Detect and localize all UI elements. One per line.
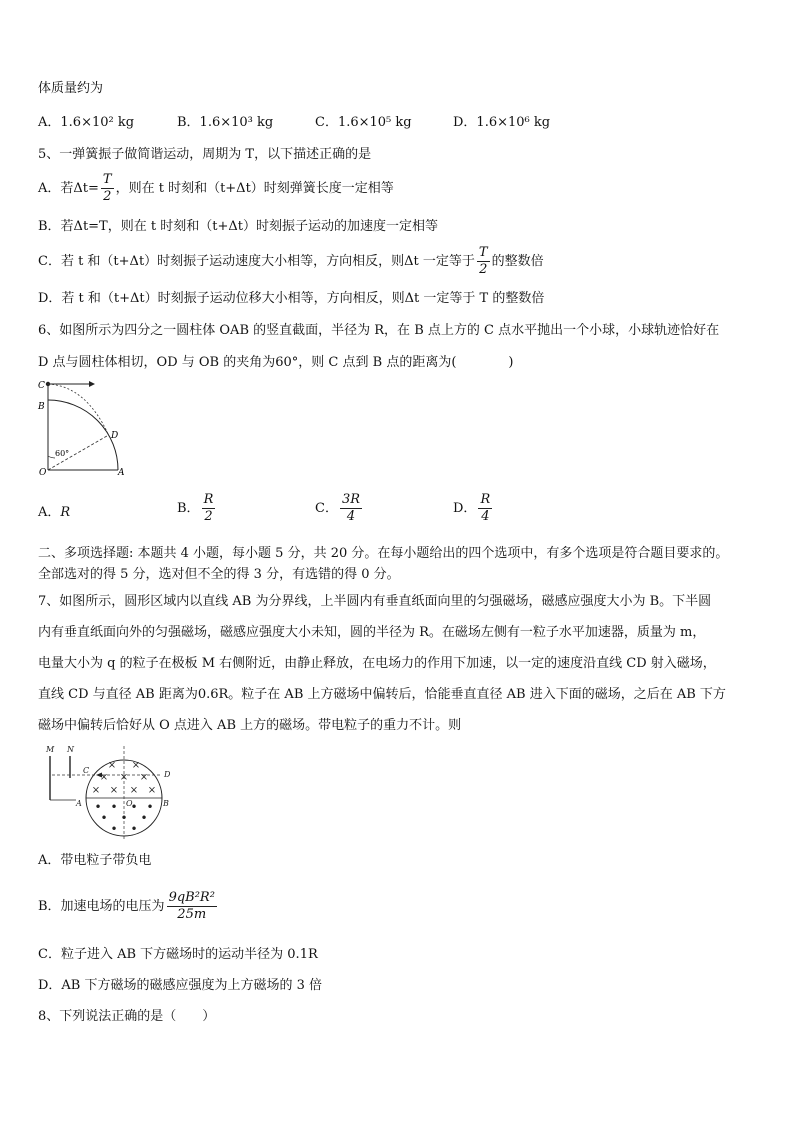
- option-label: B．: [177, 501, 200, 516]
- q7-stem-line1: 7、如图所示，圆形区域内以直线 AB 为分界线，上半圆内有垂直纸面向里的匀强磁场，磁感应强度大小为 B。下半圆: [38, 594, 712, 609]
- cross-mark: ×: [119, 772, 129, 783]
- quarter-arc: [48, 400, 118, 470]
- q6-option-b: [177, 492, 217, 525]
- section2-instructions-line2: 全部选对的得 5 分，选对但不全的得 3 分，有选错的得 0 分。: [38, 567, 400, 582]
- q7-stem-line3: 电量大小为 q 的粒子在极板 M 右侧附近，由静止释放，在电场力的作用下加速，以一定的速度沿直线 CD 射入磁场，: [38, 656, 716, 671]
- fraction-denominator: 4: [481, 509, 490, 524]
- dot-mark: •: [146, 800, 154, 814]
- q6-stem-line2: D 点与圆柱体相切，OD 与 OB 的夹角为60°，则 C 点到 B 点的距离为( ): [38, 355, 514, 370]
- dot-mark: •: [140, 811, 148, 825]
- dot-mark: •: [130, 822, 138, 836]
- cross-mark: ×: [91, 785, 101, 796]
- q7-stem-line5: 磁场中偏转后恰好从 O 点进入 AB 上方的磁场。带电粒子的重力不计。则: [38, 718, 462, 733]
- cross-mark: ×: [147, 785, 157, 796]
- fraction-numerator: T: [478, 245, 488, 260]
- q6-option-c: [315, 492, 364, 525]
- dot-mark: •: [94, 800, 102, 814]
- label-angle-60: 60°: [55, 449, 70, 458]
- label-o: O: [39, 468, 47, 476]
- fraction-denominator: 2: [479, 262, 488, 277]
- q7-option-b: [38, 890, 219, 923]
- trajectory-curve: [48, 384, 109, 435]
- q7-option-c: C．粒子进入 AB 下方磁场时的运动半径为 0.1R: [38, 947, 318, 962]
- label-b: B: [38, 402, 45, 412]
- label-d: D: [111, 431, 119, 441]
- cross-mark: ×: [131, 760, 141, 771]
- dot-mark: •: [100, 811, 108, 825]
- fraction-numerator: 9qB²R²: [168, 890, 215, 905]
- angle-arc: [48, 456, 55, 458]
- label-o: O: [126, 799, 133, 808]
- dot-mark: •: [110, 800, 118, 814]
- q5-option-d: D．若 t 和（t+Δt）时刻振子运动位移大小相等，方向相反，则Δt 一定等于 T 的整数倍: [38, 291, 545, 306]
- option-label: D．: [453, 501, 477, 516]
- fraction-numerator: R: [203, 492, 214, 507]
- q4-option-b: B．1.6×10³ kg: [177, 115, 274, 130]
- cross-mark: ×: [107, 760, 117, 771]
- q7-stem-line2: 内有垂直纸面向外的匀强磁场，磁感应强度大小未知，圆的半径为 R。在磁场左侧有一粒子水平加速器，质量为 m，: [38, 625, 706, 640]
- dot-marks-group: [94, 800, 153, 836]
- q7-b-fraction: [167, 890, 217, 923]
- label-a: A: [118, 468, 125, 476]
- label-c: C: [38, 381, 45, 391]
- q5-a-prefix: A．若Δt=: [38, 181, 99, 196]
- label-d: D: [164, 770, 171, 779]
- cross-mark: ×: [129, 785, 139, 796]
- option-fraction: [202, 492, 216, 525]
- option-fraction: [340, 492, 362, 525]
- q4-option-d: D．1.6×10⁶ kg: [453, 115, 551, 130]
- option-fraction: [478, 492, 492, 525]
- cross-mark: ×: [139, 772, 149, 783]
- fraction-denominator: 2: [103, 189, 112, 204]
- label-b: B: [163, 799, 169, 808]
- q5-c-prefix: C．若 t 和（t+Δt）时刻振子运动速度大小相等，方向相反，则Δt 一定等于: [38, 254, 475, 269]
- dot-mark: •: [130, 800, 138, 814]
- cross-mark: ×: [109, 785, 119, 796]
- q8-stem: 8、下列说法正确的是（ ）: [38, 1009, 216, 1024]
- fraction-denominator: 2: [204, 509, 213, 524]
- q5-a-suffix: ，则在 t 时刻和（t+Δt）时刻弹簧长度一定相等: [115, 181, 394, 196]
- label-m: M: [46, 745, 55, 754]
- option-label: A．: [38, 505, 61, 520]
- fraction-numerator: T: [102, 172, 112, 187]
- dot-mark: •: [110, 822, 118, 836]
- q5-c-suffix: 的整数倍: [491, 254, 544, 269]
- q6-stem-line1: 6、如图所示为四分之一圆柱体 OAB 的竖直截面，半径为 R，在 B 点上方的 C 点水平抛出一个小球，小球轨迹恰好在: [38, 323, 720, 338]
- fraction-denominator: 25m: [177, 907, 207, 922]
- q7-magnetic-field-figure: [40, 742, 172, 842]
- q4-stem-tail: 体质量约为: [38, 81, 104, 96]
- label-c: C: [83, 766, 90, 775]
- option-label: C．: [315, 501, 338, 516]
- q7-stem-line4: 直线 CD 与直径 AB 距离为0.6R。粒子在 AB 上方磁场中偏转后，恰能垂直直径 AB 进入下面的磁场，之后在 AB 下方: [38, 687, 726, 702]
- dot-mark: •: [120, 811, 128, 825]
- q4-option-a: A．1.6×10² kg: [38, 115, 135, 130]
- q5-stem: 5、一弹簧振子做简谐运动，周期为 T，以下描述正确的是: [38, 147, 372, 162]
- q6-option-a: [38, 504, 70, 522]
- q5-option-b: B．若Δt=T，则在 t 时刻和（t+Δt）时刻振子运动的加速度一定相等: [38, 219, 438, 234]
- q5-a-fraction: [101, 172, 114, 205]
- q5-option-a: [38, 172, 394, 205]
- fraction-denominator: 4: [346, 509, 356, 524]
- q7-option-a: A．带电粒子带负电: [38, 853, 152, 868]
- label-n: N: [67, 745, 74, 754]
- q6-quarter-cylinder-figure: [36, 376, 132, 476]
- fraction-numerator: R: [480, 492, 491, 507]
- section2-instructions-line1: 二、多项选择题: 本题共 4 小题，每小题 5 分，共 20 分。在每小题给出的四个选项中，有多个选项是符合题目要求的。: [38, 546, 729, 561]
- fraction-numerator: 3R: [341, 492, 361, 507]
- cross-mark: ×: [99, 772, 109, 783]
- q6-option-d: [453, 492, 494, 525]
- q7-option-d: D．AB 下方磁场的磁感应强度为上方磁场的 3 倍: [38, 978, 323, 993]
- q7-b-prefix: B．加速电场的电压为: [38, 899, 165, 914]
- q4-option-c: C．1.6×10⁵ kg: [315, 115, 412, 130]
- q5-option-c: [38, 245, 544, 278]
- q5-c-fraction: [477, 245, 490, 278]
- option-value: R: [60, 505, 71, 520]
- cross-marks-group: [92, 760, 156, 796]
- label-a: A: [76, 799, 82, 808]
